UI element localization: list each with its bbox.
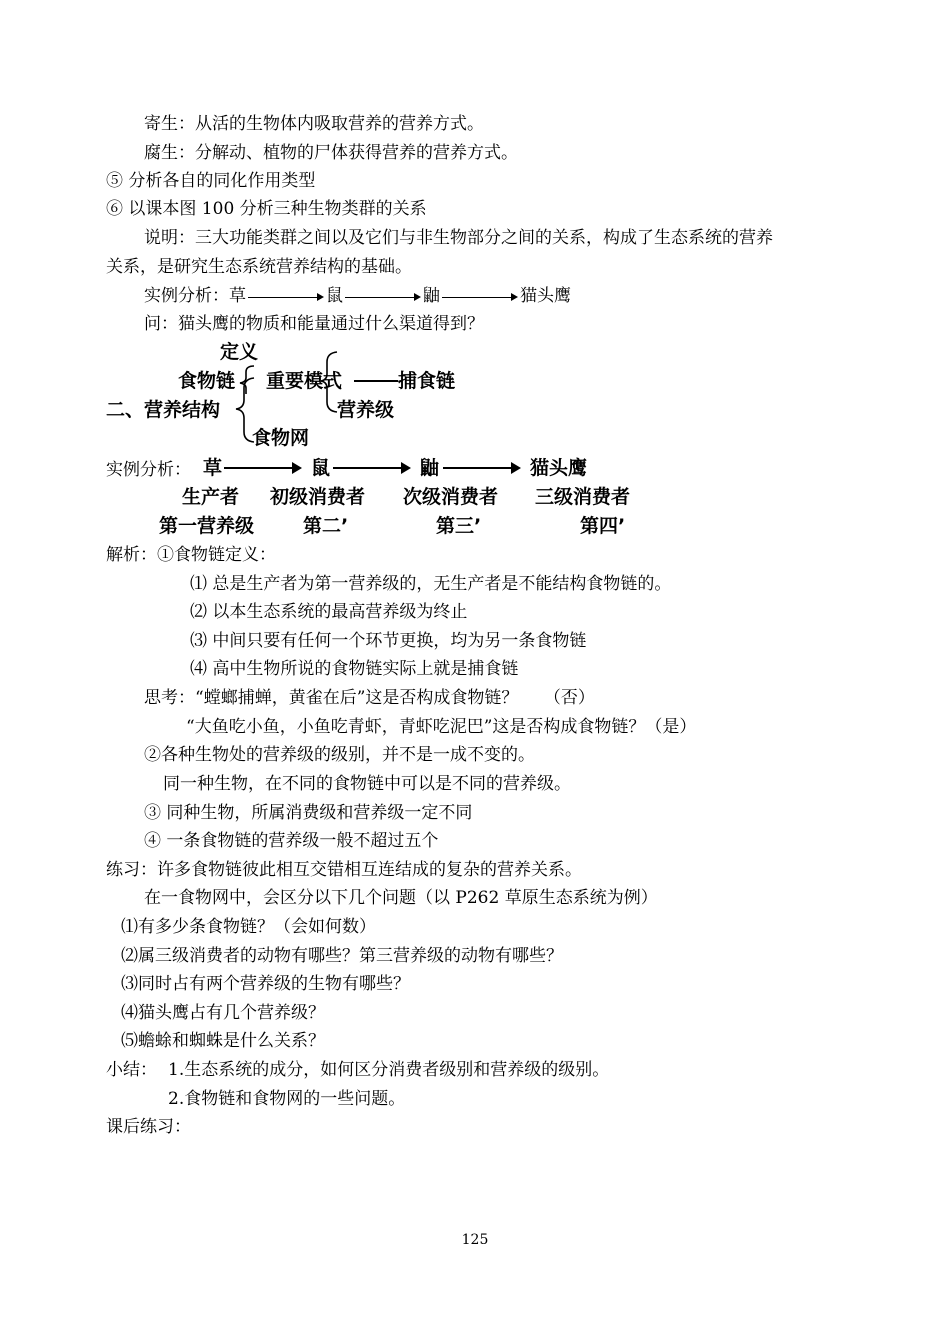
summary-item1: 1.生态系统的成分，如何区分消费者级别和营养级的级别。 [168,1060,610,1080]
example2-label: 实例分析： [106,460,191,480]
food-web-label: 食物网 [252,427,310,449]
think-line1: 思考：“螳螂捕蝉，黄雀在后”这是否构成食物链？ （否） [144,688,595,708]
trophic-level-label: 营养级 [337,399,395,421]
practice-intro: 在一食物网中，会区分以下几个问题（以 P262 草原生态系统为例） [144,888,658,908]
predation-chain-label: 捕食链 [398,370,456,392]
example-item-weasel: 鼬 [423,286,440,306]
analysis-point2: ⑵ 以本生态系统的最高营养级为终止 [190,602,468,622]
question-text: 问：猫头鹰的物质和能量通过什么渠道得到？ [144,314,484,334]
explain-line1: 说明：三大功能类群之间以及它们与非生物部分之间的关系，构成了生态系统的营养 [144,228,773,248]
example-item-grass: 草 [229,286,246,306]
important-mode-label: 重要模式 [266,370,343,392]
organism-grass: 草 [203,457,223,479]
consumer-secondary: 次级消费者 [403,486,499,508]
summary-item2: 2.食物链和食物网的一些问题。 [168,1089,406,1109]
think-line2: “大鱼吃小鱼，小鱼吃青虾，青虾吃泥巴”这是否构成食物链？（是） [186,717,697,737]
explain-line2: 关系，是研究生态系统营养结构的基础。 [106,257,412,277]
consumer-tertiary: 三级消费者 [535,486,631,508]
homework-label: 课后练习： [106,1117,191,1137]
practice-q4: ⑷猫头鹰占有几个营养级？ [121,1003,325,1023]
point2-text: ②各种生物处的营养级的级别，并不是一成不变的。 [144,745,535,765]
organism-weasel: 鼬 [420,457,440,479]
analysis-point3: ⑶ 中间只要有任何一个环节更换，均为另一条食物链 [190,631,587,651]
example-label: 实例分析： [144,286,229,306]
level-third: 第三’ [436,515,482,537]
practice-q3: ⑶同时占有两个营养级的生物有哪些？ [121,974,410,994]
point2-note: 同一种生物，在不同的食物链中可以是不同的营养级。 [163,774,571,794]
point4-text: ④ 一条食物链的营养级一般不超过五个 [144,831,439,851]
summary-label: 小结： [106,1060,157,1080]
definition-label: 定义 [220,341,259,363]
analysis-point4: ⑷ 高中生物所说的食物链实际上就是捕食链 [190,659,519,679]
level-fourth: 第四’ [580,515,626,537]
level-second: 第二’ [303,515,349,537]
example-item-mouse: 鼠 [326,286,343,306]
organism-owl: 猫头鹰 [530,457,588,479]
point3-text: ③ 同种生物，所属消费级和营养级一定不同 [144,803,473,823]
level-first: 第一营养级 [159,515,255,537]
practice-heading: 练习：许多食物链彼此相互交错相互连结成的复杂的营养关系。 [106,860,582,880]
analysis-heading: 解析：①食物链定义： [106,545,276,565]
section-title: 二、营养结构 [106,399,221,421]
food-chain-label: 食物链 [178,370,236,392]
organism-mouse: 鼠 [311,457,331,479]
parasitism-text: 寄生：从活的生物体内吸取营养的营养方式。 [144,114,484,134]
item6-text: ⑥ 以课本图 100 分析三种生物类群的关系 [106,199,427,219]
saprophytism-text: 腐生：分解动、植物的尸体获得营养的营养方式。 [144,143,518,163]
analysis-point1: ⑴ 总是生产者为第一营养级的，无生产者是不能结构食物链的。 [190,574,672,594]
item5-text: ⑤ 分析各自的同化作用类型 [106,171,316,191]
consumer-producer: 生产者 [182,486,240,508]
practice-q1: ⑴有多少条食物链？（会如何数） [121,917,376,937]
example-item-owl: 猫头鹰 [520,286,571,306]
consumer-primary: 初级消费者 [270,486,366,508]
page-number: 125 [461,1232,489,1248]
practice-q2: ⑵属三级消费者的动物有哪些？第三营养级的动物有哪些？ [121,946,563,966]
practice-q5: ⑸蟾蜍和蜘蛛是什么关系？ [121,1031,325,1051]
